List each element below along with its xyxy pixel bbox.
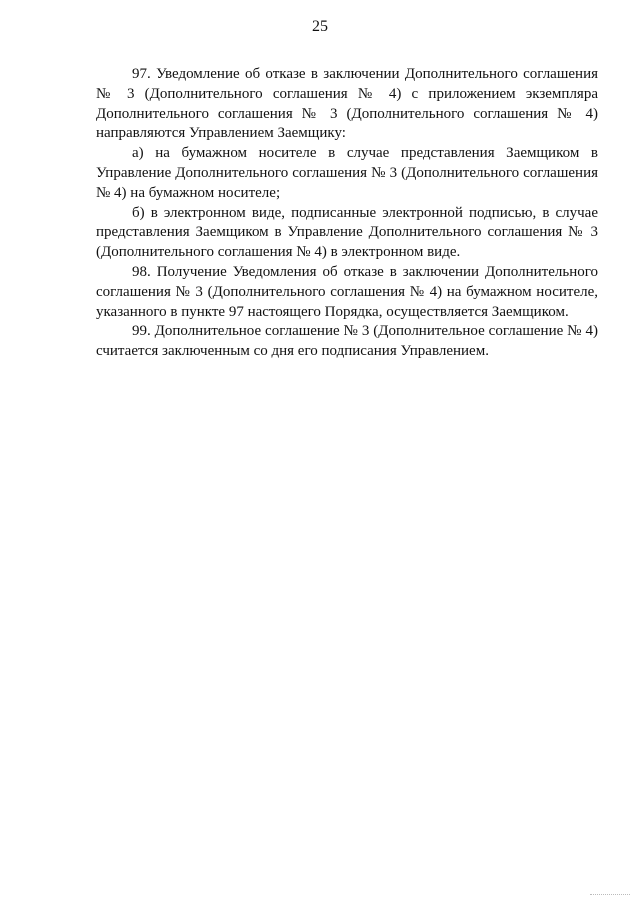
page-number: 25 xyxy=(312,18,328,35)
subparagraph-a: а) на бумажном носителе в случае представления Заемщиком в Управление Дополнительного соглашения № 3 (Дополнительного соглашения № 4) на бумажном носителе; xyxy=(96,145,598,201)
paragraph-98: 98. Получение Уведомления об отказе в заключении Дополнительного соглашения № 3 (Дополнительного соглашения № 4) на бумажном носителе, указанного в пункте 97 настоящего Порядка, осуществляется Заемщиком. xyxy=(96,263,598,320)
subparagraph-b: б) в электронном виде, подписанные электронной подписью, в случае представления Заемщиком в Управление Дополнительного соглашения № 3 (Дополнительного соглашения № 4) в электронном виде. xyxy=(96,204,598,261)
paragraph-97: 97. Уведомление об отказе в заключении Дополнительного соглашения № 3 (Дополнительного соглашения № 4) с приложением экземпляра Дополнительного соглашения № 3 (Дополнительного соглашения № 4) направляются Управлением Заемщику: xyxy=(96,66,598,142)
scan-edge-mark xyxy=(590,894,630,897)
document-body xyxy=(96,65,598,362)
paragraph-99: 99. Дополнительное соглашение № 3 (Дополнительное соглашение № 4) считается заключенным со дня его подписания Управлением. xyxy=(96,323,598,360)
